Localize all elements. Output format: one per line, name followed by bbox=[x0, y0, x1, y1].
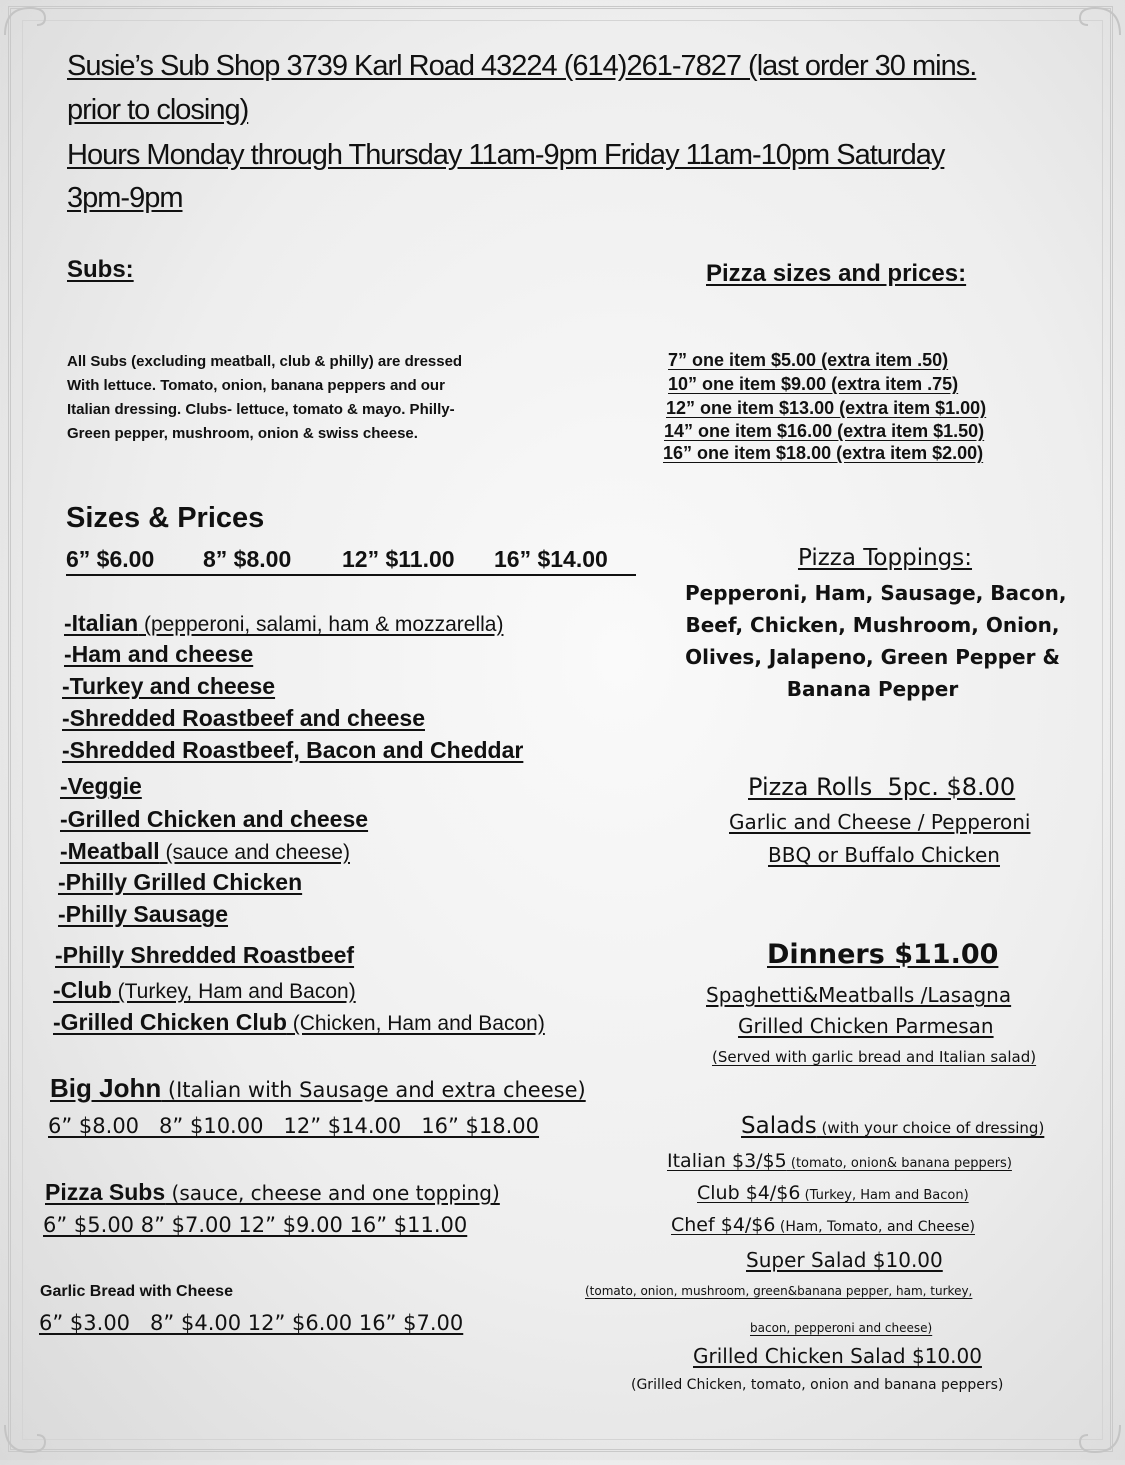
garlic-bread-prices: 6” $3.00 8” $4.00 12” $6.00 16” $7.00 bbox=[39, 1311, 464, 1335]
big-john-prices: 6” $8.00 8” $10.00 12” $14.00 16” $18.00 bbox=[48, 1114, 540, 1138]
pizza-subs-title: Pizza Subs (sauce, cheese and one topping) bbox=[45, 1179, 500, 1205]
sizes-prices-heading: Sizes & Prices bbox=[66, 502, 265, 534]
garlic-bread-title: Garlic Bread with Cheese bbox=[40, 1283, 233, 1300]
sub-item-grilled-chicken-club: -Grilled Chicken Club (Chicken, Ham and Bacon) bbox=[53, 1009, 545, 1035]
dinners-heading: Dinners $11.00 bbox=[767, 939, 999, 970]
pizza-toppings-line: Pepperoni, Ham, Sausage, Bacon, bbox=[685, 581, 1067, 605]
pizza-toppings-line: Beef, Chicken, Mushroom, Onion, bbox=[685, 613, 1060, 637]
pizza-rolls-flavor: BBQ or Buffalo Chicken bbox=[768, 843, 1000, 867]
header-hours-cont: 3pm-9pm bbox=[67, 182, 183, 214]
salads-heading: Salads (with your choice of dressing) bbox=[741, 1113, 1045, 1139]
dinner-item: Spaghetti&Meatballs /Lasagna bbox=[706, 983, 1012, 1007]
subs-description-line: Green pepper, mushroom, onion & swiss cheese. bbox=[67, 425, 418, 442]
pizza-rolls-heading: Pizza Rolls 5pc. $8.00 bbox=[748, 773, 1016, 801]
pizza-size-price: 12” one item $13.00 (extra item $1.00) bbox=[666, 398, 987, 418]
super-salad: Super Salad $10.00 bbox=[746, 1248, 943, 1272]
corner-flourish-icon bbox=[1055, 0, 1125, 40]
sub-size-price: 8” $8.00 bbox=[203, 546, 292, 572]
dinner-item: Grilled Chicken Parmesan bbox=[738, 1014, 994, 1038]
pizza-rolls-flavor: Garlic and Cheese / Pepperoni bbox=[729, 810, 1031, 834]
sub-item-ham-cheese: -Ham and cheese bbox=[64, 641, 254, 667]
pizza-subs-prices: 6” $5.00 8” $7.00 12” $9.00 16” $11.00 bbox=[43, 1213, 468, 1237]
sub-item-club: -Club (Turkey, Ham and Bacon) bbox=[53, 977, 356, 1003]
sub-item-turkey-cheese: -Turkey and cheese bbox=[62, 673, 276, 699]
corner-flourish-icon bbox=[0, 1420, 70, 1460]
sub-item-roastbeef-bacon-cheddar: -Shredded Roastbeef, Bacon and Cheddar bbox=[62, 737, 524, 763]
salad-item: Club $4/$6 (Turkey, Ham and Bacon) bbox=[697, 1182, 969, 1204]
sub-item-grilled-chicken-cheese: -Grilled Chicken and cheese bbox=[60, 806, 369, 832]
pizza-size-price: 10” one item $9.00 (extra item .75) bbox=[668, 374, 959, 394]
sub-sizes-row bbox=[66, 546, 636, 576]
grilled-chicken-salad: Grilled Chicken Salad $10.00 bbox=[693, 1344, 982, 1368]
sub-size-price: 16” $14.00 bbox=[494, 546, 608, 572]
header-address: Susie’s Sub Shop 3739 Karl Road 43224 (614)261-7827 (last order 30 mins. bbox=[67, 50, 977, 82]
pizza-size-price: 16” one item $18.00 (extra item $2.00) bbox=[663, 443, 984, 463]
sub-item-meatball: -Meatball (sauce and cheese) bbox=[60, 838, 350, 864]
super-salad-detail: (tomato, onion, mushroom, green&banana pepper, ham, turkey, bbox=[585, 1284, 973, 1298]
pizza-heading: Pizza sizes and prices: bbox=[706, 260, 967, 287]
super-salad-detail: bacon, pepperoni and cheese) bbox=[750, 1321, 933, 1335]
pizza-toppings-line: Banana Pepper bbox=[786, 677, 959, 701]
dinners-note: (Served with garlic bread and Italian salad) bbox=[712, 1048, 1037, 1066]
pizza-size-price: 7” one item $5.00 (extra item .50) bbox=[668, 350, 949, 370]
header-hours: Hours Monday through Thursday 11am-9pm Friday 11am-10pm Saturday bbox=[67, 139, 945, 171]
subs-description-line: Italian dressing. Clubs- lettuce, tomato & mayo. Philly- bbox=[67, 401, 455, 418]
pizza-toppings-heading: Pizza Toppings: bbox=[797, 545, 973, 571]
salad-item: Italian $3/$5 (tomato, onion& banana peppers) bbox=[667, 1150, 1012, 1172]
subs-description-line: With lettuce. Tomato, onion, banana peppers and our bbox=[67, 377, 445, 394]
subs-description-line: All Subs (excluding meatball, club & philly) are dressed bbox=[67, 353, 463, 370]
sub-item-philly-grilled-chicken: -Philly Grilled Chicken bbox=[58, 869, 303, 895]
big-john-title: Big John (Italian with Sausage and extra cheese) bbox=[50, 1073, 586, 1103]
sub-item-italian: -Italian (pepperoni, salami, ham & mozzarella) bbox=[64, 610, 504, 636]
sub-item-philly-roastbeef: -Philly Shredded Roastbeef bbox=[55, 942, 355, 968]
header-address-cont: prior to closing) bbox=[67, 94, 249, 126]
grilled-chicken-salad-detail: (Grilled Chicken, tomato, onion and banana peppers) bbox=[631, 1377, 1004, 1393]
sub-item-philly-sausage: -Philly Sausage bbox=[58, 901, 229, 927]
subs-heading: Subs: bbox=[67, 256, 134, 283]
sub-size-price: 6” $6.00 bbox=[66, 546, 155, 572]
pizza-size-price: 14” one item $16.00 (extra item $1.50) bbox=[664, 421, 985, 441]
salad-item: Chef $4/$6 (Ham, Tomato, and Cheese) bbox=[671, 1214, 975, 1236]
sub-item-veggie: -Veggie bbox=[60, 773, 142, 799]
corner-flourish-icon bbox=[1055, 1420, 1125, 1460]
sub-size-price: 12” $11.00 bbox=[342, 546, 455, 572]
sub-item-roastbeef-cheese: -Shredded Roastbeef and cheese bbox=[62, 705, 425, 731]
corner-flourish-icon bbox=[0, 0, 70, 40]
pizza-toppings-line: Olives, Jalapeno, Green Pepper & bbox=[685, 645, 1060, 669]
